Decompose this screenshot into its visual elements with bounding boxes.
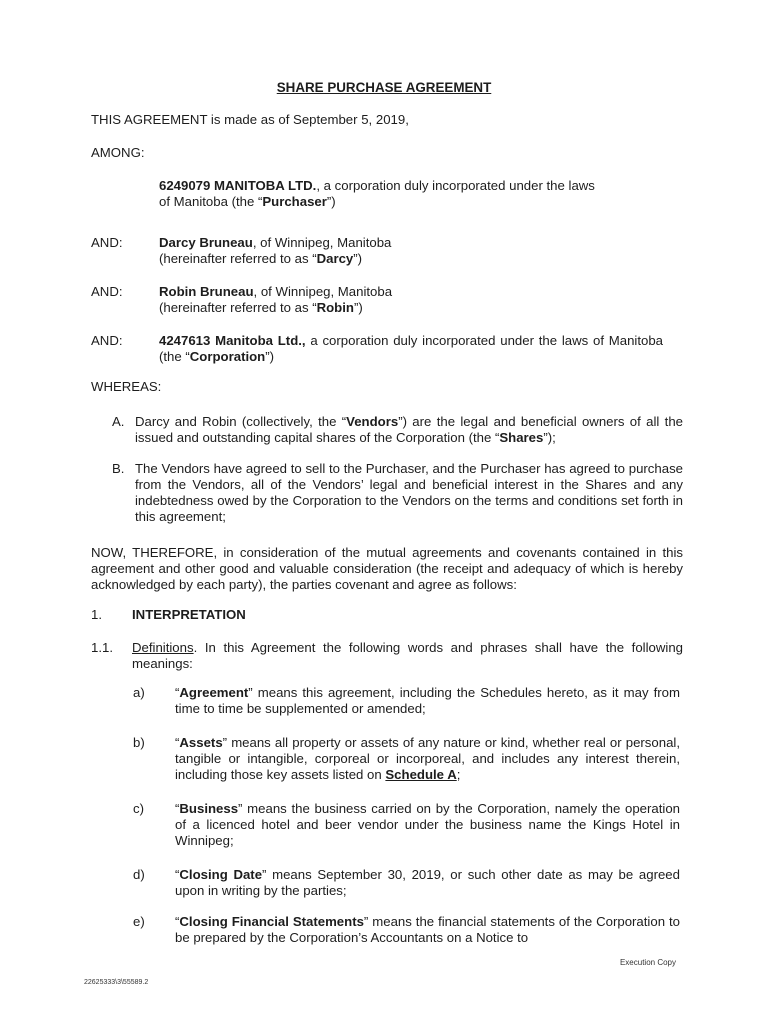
section-1-number: 1.	[91, 607, 102, 622]
definition-text	[175, 801, 680, 849]
corporation-defined-term: Corporation	[189, 349, 266, 364]
definition-term: Agreement	[179, 685, 249, 700]
party-robin	[159, 284, 417, 316]
intro-line: THIS AGREEMENT is made as of September 5, 2019,	[91, 112, 409, 127]
definition-text	[175, 867, 680, 899]
and-label-2: AND:	[91, 284, 123, 299]
purchaser-close: ”)	[326, 194, 336, 209]
darcy-name: Darcy Bruneau	[159, 235, 253, 250]
definition-text	[175, 914, 680, 946]
definition-open-quote: “	[175, 735, 180, 750]
corporation-desc: a corporation duly incorporated under the laws of Manitoba (the “	[159, 333, 664, 364]
robin-close: ”)	[353, 300, 363, 315]
recital-b-label: B.	[112, 461, 125, 476]
party-darcy	[159, 235, 417, 267]
recital-b-text: The Vendors have agreed to sell to the Purchaser, and the Purchaser has agreed to purchase from the Vendors, all of the Vendors’ legal and beneficial interest in the Shares and any indebtedness owed by the Corporation to the Vendors on the terms and conditions set forth in this agreement;	[135, 461, 683, 524]
recital-a-part3: ”);	[543, 430, 556, 445]
section-1-1-number: 1.1.	[91, 640, 113, 655]
schedule-reference: Schedule A	[385, 767, 457, 782]
definition-label: d)	[133, 867, 145, 882]
recital-a-text	[135, 414, 683, 446]
robin-desc: , of Winnipeg, Manitoba (hereinafter referred to as “	[159, 284, 393, 315]
definition-text	[175, 685, 680, 717]
and-label-3: AND:	[91, 333, 123, 348]
definition-label: e)	[133, 914, 145, 929]
definitions-heading: Definitions	[132, 640, 194, 655]
recital-a-label: A.	[112, 414, 125, 429]
definition-open-quote: “	[175, 914, 180, 929]
definition-body: ” means this agreement, including the Schedules hereto, as it may from time to time be supplemented or amended;	[175, 685, 680, 716]
definition-open-quote: “	[175, 867, 180, 882]
definition-label: a)	[133, 685, 145, 700]
now-therefore-paragraph: NOW, THEREFORE, in consideration of the mutual agreements and covenants contained in this agreement and other good and valuable consideration (the receipt and adequacy of which is hereby acknowledged by each party), the parties covenant and agree as follows:	[91, 545, 683, 592]
party-corporation	[159, 333, 663, 365]
recital-a-part2: ”) are the legal and beneficial owners of all the issued and outstanding capital shares of the Corporation (the “	[135, 414, 683, 445]
robin-defined-term: Robin	[316, 300, 354, 315]
corporation-close: ”)	[265, 349, 275, 364]
purchaser-desc: , a corporation duly incorporated under the laws of Manitoba (the “	[159, 178, 595, 209]
darcy-defined-term: Darcy	[316, 251, 354, 266]
and-label-1: AND:	[91, 235, 123, 250]
purchaser-name: 6249079 MANITOBA LTD.	[159, 178, 317, 193]
party-purchaser	[159, 178, 604, 210]
darcy-desc: , of Winnipeg, Manitoba (hereinafter referred to as “	[159, 235, 392, 266]
among-label: AMONG:	[91, 145, 145, 160]
section-1-1-text	[132, 640, 683, 672]
definition-body: ” means the business carried on by the Corporation, namely the operation of a licenced hotel and beer vendor under the business name the Kings Hotel in Winnipeg;	[175, 801, 680, 848]
definition-term: Closing Financial Statements	[179, 914, 364, 929]
definition-term: Assets	[179, 735, 223, 750]
definition-text	[175, 735, 680, 783]
definitions-intro: . In this Agreement the following words and phrases shall have the following meanings:	[132, 640, 683, 671]
definition-body: ” means September 30, 2019, or such other date as may be agreed upon in writing by the parties;	[175, 867, 680, 898]
section-1-heading: INTERPRETATION	[132, 607, 246, 622]
darcy-close: ”)	[353, 251, 363, 266]
document-number: 22625333\3\55589.2	[84, 979, 149, 986]
corporation-name: 4247613 Manitoba Ltd.,	[159, 333, 306, 348]
recital-a-shares-term: Shares	[499, 430, 544, 445]
document-title: SHARE PURCHASE AGREEMENT	[276, 80, 492, 95]
whereas-label: WHEREAS:	[91, 379, 162, 394]
recital-a-part1: Darcy and Robin (collectively, the “	[135, 414, 347, 429]
definition-tail: ;	[456, 767, 461, 782]
definition-body: ” means all property or assets of any nature or kind, whether real or personal, tangible or intangible, corporeal or incorporeal, and includes any interest therein, including those key assets listed on	[175, 735, 680, 782]
robin-name: Robin Bruneau	[159, 284, 254, 299]
definition-open-quote: “	[175, 801, 180, 816]
definition-label: c)	[133, 801, 144, 816]
definition-term: Closing Date	[179, 867, 263, 882]
definition-body: ” means the financial statements of the Corporation to be prepared by the Corporation’s Accountants on a Notice to	[175, 914, 680, 945]
recital-a-vendors-term: Vendors	[346, 414, 399, 429]
definition-term: Business	[179, 801, 239, 816]
definition-open-quote: “	[175, 685, 180, 700]
purchaser-defined-term: Purchaser	[262, 194, 327, 209]
execution-copy-label: Execution Copy	[619, 958, 676, 967]
definition-label: b)	[133, 735, 145, 750]
